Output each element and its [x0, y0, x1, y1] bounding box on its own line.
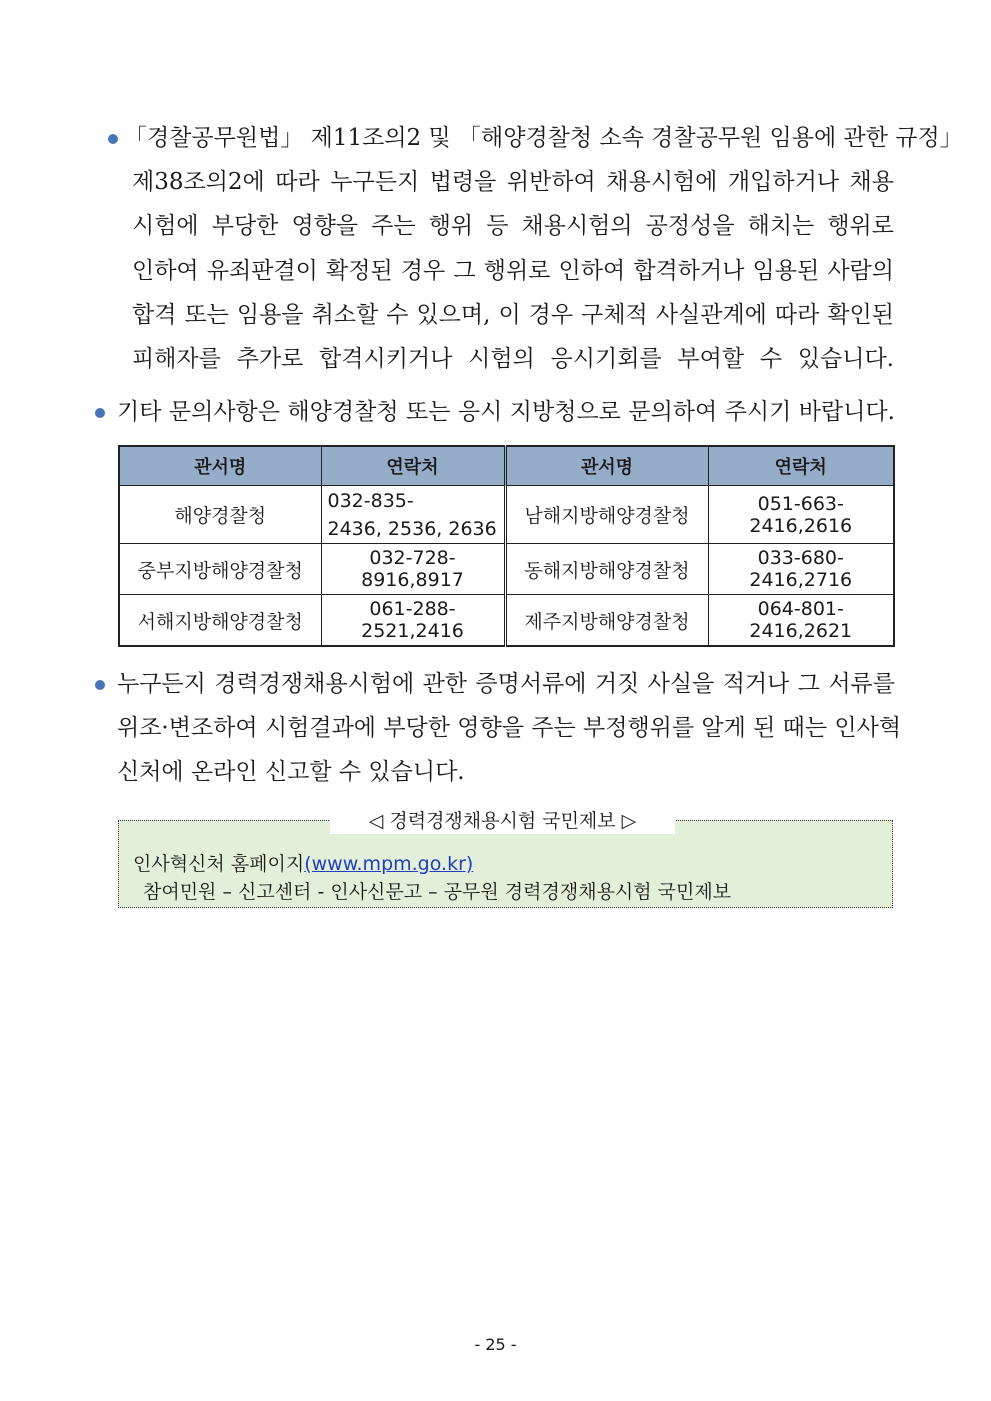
- paragraph-line: 「경찰공무원법」 제11조의2 및 「해양경찰청 소속 경찰공무원 임용에 관한 규정」: [124, 125, 963, 151]
- paragraph-line: 신처에 온라인 신고할 수 있습니다.: [117, 759, 465, 785]
- table-row: [119, 544, 894, 595]
- table-header-contact: 연락처: [708, 446, 894, 486]
- phone-number: 051-663-2416,2616: [708, 486, 894, 544]
- bullet-dot: [108, 134, 118, 144]
- paragraph-line: 피해자를 추가로 합격시키거나 시험의 응시기회를 부여할 수 있습니다.: [132, 346, 894, 372]
- table-header-contact: 연락처: [321, 446, 505, 486]
- office-name: 해양경찰청: [119, 486, 321, 544]
- report-homepage-label: 인사혁신처 홈페이지: [133, 853, 305, 875]
- phone-number: 032-728-8916,8917: [321, 544, 505, 595]
- phone-number: 064-801-2416,2621: [708, 595, 894, 647]
- contact-table: [118, 445, 895, 647]
- bullet-dot: [95, 680, 105, 690]
- paragraph-line: 누구든지 경력경쟁채용시험에 관한 증명서류에 거짓 사실을 적거나 그 서류를: [117, 671, 895, 697]
- paragraph-line: 인하여 유죄판결이 확정된 경우 그 행위로 인하여 합격하거나 임용된 사람의: [132, 258, 894, 284]
- bullet-dot: [95, 408, 105, 418]
- paragraph-line: 합격 또는 임용을 취소할 수 있으며, 이 경우 구체적 사실관계에 따라 확인된: [132, 302, 894, 328]
- office-name: 동해지방해양경찰청: [505, 544, 708, 595]
- phone-number-line: 2436, 2536, 2636: [327, 517, 497, 540]
- paragraph-line: 시험에 부당한 영향을 주는 행위 등 채용시험의 공정성을 해치는 행위로: [132, 213, 894, 239]
- report-box-title: ◁ 경력경쟁채용시험 국민제보 ▷: [368, 810, 637, 832]
- office-name: 서해지방해양경찰청: [119, 595, 321, 647]
- phone-number-line: 032-835-: [327, 489, 414, 512]
- report-homepage-line: [133, 849, 473, 876]
- paragraph-line: 제38조의2에 따라 누구든지 법령을 위반하여 채용시험에 개입하거나 채용: [132, 169, 894, 195]
- report-path-line: 참여민원 – 신고센터 - 인사신문고 – 공무원 경력경쟁채용시험 국민제보: [143, 881, 732, 903]
- phone-number: 033-680-2416,2716: [708, 544, 894, 595]
- phone-number: 061-288-2521,2416: [321, 595, 505, 647]
- phone-number: [321, 486, 505, 544]
- paragraph-line: 기타 문의사항은 해양경찰청 또는 응시 지방청으로 문의하여 주시기 바랍니다.: [117, 399, 895, 425]
- office-name: 남해지방해양경찰청: [505, 486, 708, 544]
- office-name: 제주지방해양경찰청: [505, 595, 708, 647]
- mpm-website-link[interactable]: (www.mpm.go.kr): [304, 853, 474, 875]
- table-header-row: [119, 446, 894, 486]
- page-number: - 25 -: [474, 1335, 517, 1354]
- office-name: 중부지방해양경찰청: [119, 544, 321, 595]
- table-row: [119, 595, 894, 647]
- table-header-office: 관서명: [119, 446, 321, 486]
- table-row: [119, 486, 894, 544]
- paragraph-line: 위조·변조하여 시험결과에 부당한 영향을 주는 부정행위를 알게 된 때는 인사혁: [117, 715, 902, 741]
- table-header-office: 관서명: [505, 446, 708, 486]
